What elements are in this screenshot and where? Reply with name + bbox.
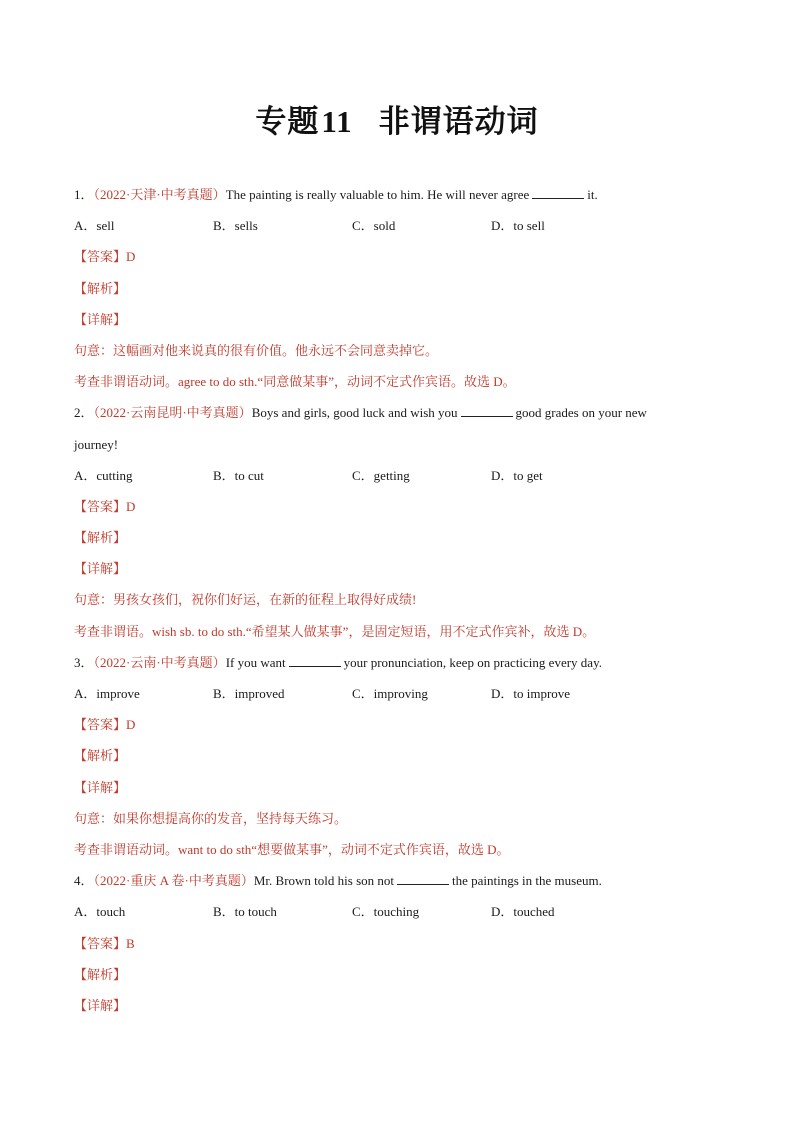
question-number: 4． <box>74 873 94 889</box>
options-row <box>74 898 714 929</box>
answer-blank <box>532 186 584 199</box>
options-row <box>74 462 714 493</box>
detail-label: 【详解】 <box>74 997 127 1013</box>
explanation: 考查非谓语。wish sb. to do sth.“希望某人做某事”，是固定短语，用不定式作宾补，故选 D。 <box>74 623 596 639</box>
answer-value: D <box>126 717 136 733</box>
answer-label: 【答案】 <box>74 498 127 514</box>
option-d: D．to get <box>491 467 543 483</box>
sentence-meaning: 句意：男孩女孩们，祝你们好运，在新的征程上取得好成绩! <box>74 592 417 608</box>
option-a: A．improve <box>74 686 140 701</box>
answer-blank <box>289 654 341 667</box>
answer-line <box>74 711 714 742</box>
option-c: C．improving <box>352 686 428 701</box>
explanation: 考查非谓语动词。agree to do sth.“同意做某事”，动词不定式作宾语。故选 D。 <box>74 374 516 390</box>
analysis-label: 【解析】 <box>74 748 127 764</box>
detail-label: 【详解】 <box>74 561 127 577</box>
stem-text-after: good grades on your new <box>515 405 647 421</box>
question-stem <box>74 649 714 680</box>
detail-label: 【详解】 <box>74 779 127 795</box>
option-a: A．touch <box>74 904 126 920</box>
options-row <box>74 212 714 243</box>
question-number: 2． <box>74 405 94 421</box>
answer-line <box>74 493 714 524</box>
stem-text-after: your pronunciation, keep on practicing every day. <box>343 654 602 670</box>
option-d: D．to sell <box>491 218 545 234</box>
stem-text-before: The painting is really valuable to him. He will never agree <box>225 187 530 202</box>
analysis-label: 【解析】 <box>74 280 127 296</box>
question-stem <box>74 399 714 430</box>
option-d: D．touched <box>491 904 555 920</box>
answer-value: B <box>126 935 135 951</box>
answer-blank <box>397 872 449 885</box>
analysis-label: 【解析】 <box>74 530 127 546</box>
option-a: A．sell <box>74 218 115 234</box>
answer-label: 【答案】 <box>74 717 127 733</box>
title-number: 11 <box>321 104 353 139</box>
question-source: （2022·云南昆明·中考真题） <box>93 405 252 421</box>
sentence-meaning: 句意：这幅画对他来说真的很有价值。他永远不会同意卖掉它。 <box>74 342 439 358</box>
option-b: B．sells <box>213 218 258 234</box>
answer-label: 【答案】 <box>74 249 127 265</box>
explanation: 考查非谓语动词。want to do sth“想要做某事”，动词不定式作宾语，故选 D。 <box>74 841 510 857</box>
answer-label: 【答案】 <box>74 935 127 951</box>
sentence-meaning: 句意：如果你想提高你的发音，坚持每天练习。 <box>74 810 348 826</box>
question-stem <box>74 181 714 212</box>
options-row <box>74 680 714 711</box>
question-source: （2022·天津·中考真题） <box>93 187 226 202</box>
option-c: C．touching <box>352 904 420 920</box>
stem-text-before: Mr. Brown told his son not <box>253 873 394 889</box>
question-stem <box>74 867 714 898</box>
detail-label: 【详解】 <box>74 311 127 327</box>
option-b: B．to touch <box>213 904 277 920</box>
answer-line <box>74 243 714 274</box>
stem-text-before: If you want <box>225 654 286 670</box>
question-list <box>74 181 714 1023</box>
question-source: （2022·云南·中考真题） <box>93 654 226 670</box>
option-c: C．getting <box>352 467 410 483</box>
answer-value: D <box>126 498 136 514</box>
option-d: D．to improve <box>491 686 571 701</box>
answer-line <box>74 930 714 961</box>
stem-text-after: it. <box>587 187 598 202</box>
analysis-label: 【解析】 <box>74 966 127 982</box>
answer-blank <box>461 404 513 417</box>
question-source: （2022·重庆 A 卷·中考真题） <box>93 873 254 889</box>
title-prefix: 专题 <box>255 104 320 139</box>
option-b: B．improved <box>213 686 285 701</box>
title-text: 非谓语动词 <box>378 104 539 139</box>
option-c: C．sold <box>352 218 396 234</box>
question-stem-continued: journey! <box>74 436 119 452</box>
option-b: B．to cut <box>213 467 264 483</box>
stem-text-after: the paintings in the museum. <box>451 873 602 889</box>
question-number: 1． <box>74 187 94 202</box>
stem-text-before: Boys and girls, good luck and wish you <box>251 405 458 421</box>
answer-value: D <box>126 249 136 265</box>
page-title <box>0 96 794 141</box>
question-number: 3． <box>74 654 94 670</box>
option-a: A．cutting <box>74 467 133 483</box>
